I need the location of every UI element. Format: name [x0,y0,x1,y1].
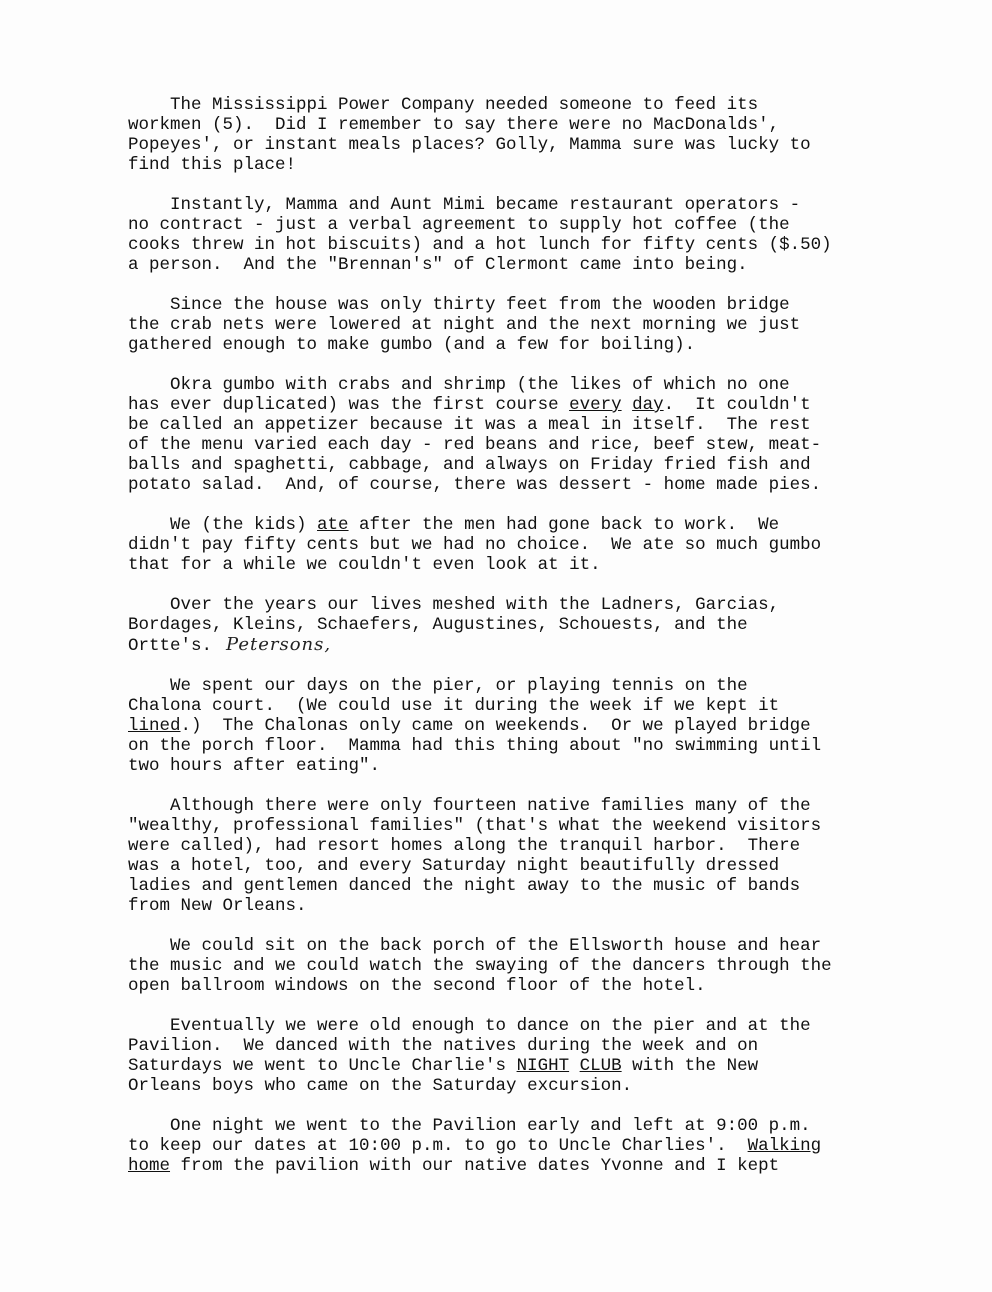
text-line: the crab nets were lowered at night and the next morning we just [128,315,801,335]
paragraph-pavilion [128,1016,916,1096]
underlined-word: Walking [747,1136,822,1156]
text-line: Bordages, Kleins, Schaefers, Augustines, Schouests, and the [128,615,748,635]
text-line: Instantly, Mamma and Aunt Mimi became restaurant operators - [128,195,801,215]
text-line: from New Orleans. [128,896,307,916]
memoir-text [128,95,916,1196]
text-line: potato salad. And, of course, there was dessert - home made pies. [128,475,822,495]
text-line: The Mississippi Power Company needed someone to feed its [128,95,759,115]
underlined-word: ate [317,515,349,535]
paragraph-tennis [128,676,916,776]
text-line [128,635,916,656]
paragraph-back-porch [128,936,916,996]
paragraph-kids-ate [128,515,916,575]
text-line: Chalona court. (We could use it during the week if we kept it [128,696,780,716]
text-line: workmen (5). Did I remember to say there were no MacDonalds', [128,115,780,135]
text-line: were called), had resort homes along the tranquil harbor. There [128,836,801,856]
text-line: on the porch floor. Mamma had this thing about "no swimming until [128,736,822,756]
paragraph-restaurant [128,195,916,275]
text-line: We spent our days on the pier, or playing tennis on the [128,676,748,696]
text-line: that for a while we couldn't even look at it. [128,555,601,575]
underlined-word: day [632,395,664,415]
text-line: Over the years our lives meshed with the Ladners, Garcias, [128,595,780,615]
text-line: "wealthy, professional families" (that's what the weekend visitors [128,816,822,836]
text-line [128,716,916,736]
text-line: a person. And the "Brennan's" of Clermont came into being. [128,255,748,275]
text-segment: after the men had gone back to work. We [348,515,780,535]
text-line: no contract - just a verbal agreement to supply hot coffee (the [128,215,790,235]
text-line: Okra gumbo with crabs and shrimp (the likes of which no one [128,375,790,395]
text-segment: to keep our dates at 10:00 p.m. to go to Uncle Charlies'. [128,1136,748,1156]
text-line: the music and we could watch the swaying of the dancers through the [128,956,832,976]
text-line [128,1136,916,1156]
text-segment: has ever duplicated) was the first course [128,395,570,415]
underlined-word: every [569,395,622,415]
text-line [128,395,916,415]
text-line: was a hotel, too, and every Saturday night beautifully dressed [128,856,780,876]
text-line: Popeyes', or instant meals places? Golly, Mamma sure was lucky to [128,135,811,155]
underlined-word: home [128,1156,171,1176]
text-line: balls and spaghetti, cabbage, and always on Friday fried fish and [128,455,811,475]
text-segment: Ortte's. [128,636,213,656]
text-line: of the menu varied each day - red beans and rice, beef stew, meat- [128,435,822,455]
text-line: be called an appetizer because it was a meal in itself. The rest [128,415,811,435]
text-segment: Saturdays we went to Uncle Charlie's [128,1056,517,1076]
text-segment: .) The Chalonas only came on weekends. Or we played bridge [180,716,811,736]
text-segment: with the New [621,1056,759,1076]
paragraph-families [128,595,916,656]
text-line [128,1056,916,1076]
text-line: cooks threw in hot biscuits) and a hot lunch for fifty cents ($.50) [128,235,832,255]
text-line: didn't pay fifty cents but we had no choice. We ate so much gumbo [128,535,822,555]
text-line: Orleans boys who came on the Saturday excursion. [128,1076,633,1096]
paragraph-crab-nets [128,295,916,355]
paragraph-power-company [128,95,916,175]
handwritten-annotation: Petersons, [226,634,332,655]
text-line: find this place! [128,155,297,175]
paragraph-hotel [128,796,916,916]
text-line [128,1156,916,1176]
text-line: We could sit on the back porch of the Ellsworth house and hear [128,936,822,956]
text-segment: from the pavilion with our native dates Yvonne and I kept [170,1156,780,1176]
text-line: gathered enough to make gumbo (and a few for boiling). [128,335,696,355]
underlined-word: NIGHT [516,1056,570,1076]
text-line: One night we went to the Pavilion early and left at 9:00 p.m. [128,1116,811,1136]
underlined-word: lined [128,716,181,736]
text-line [128,515,916,535]
underlined-word: CLUB [579,1056,622,1076]
text-line: open ballroom windows on the second floor of the hotel. [128,976,706,996]
text-line: Since the house was only thirty feet from the wooden bridge [128,295,790,315]
paragraph-one-night [128,1116,916,1176]
text-line: Although there were only fourteen native families many of the [128,796,811,816]
text-line: Pavilion. We danced with the natives during the week and on [128,1036,759,1056]
text-line: two hours after eating". [128,756,381,776]
text-segment: . It couldn't [663,395,811,415]
paragraph-okra-gumbo [128,375,916,495]
text-line: Eventually we were old enough to dance on the pier and at the [128,1016,811,1036]
text-segment: We (the kids) [128,515,318,535]
text-line: ladies and gentlemen danced the night away to the music of bands [128,876,801,896]
